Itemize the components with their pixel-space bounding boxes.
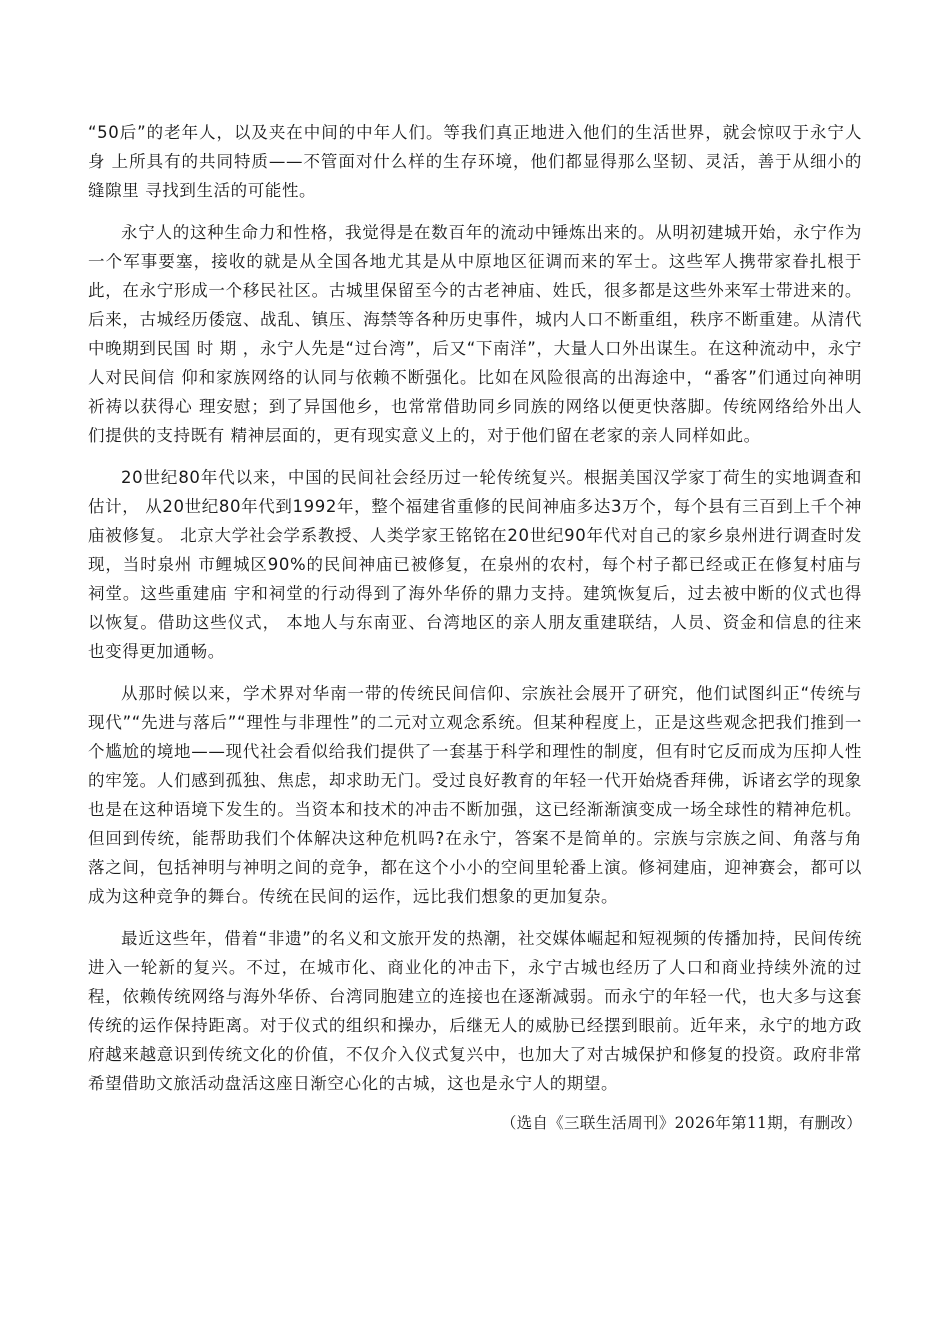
paragraph-2: 永宁人的这种生命力和性格，我觉得是在数百年的流动中锤炼出来的。从明初建城开始，永宁作为一个军事要塞，接收的就是从全国各地尤其是从中原地区征调而来的军士。这些军人携带家眷扎根于此，在永宁形成一个移民社区。古城里保留至今的古老神庙、姓氏，很多都是这些外来军士带进来的。后来，古城经历倭寇、战乱、镇压、海禁等各种历史事件，城内人口不断重组，秩序不断重建。从清代中晚期到民国 时 期 ，永宁人先是“过台湾”，后又“下南洋”，大量人口外出谋生。在这种流动中，永宁人对民间信 仰和家族网络的认同与依赖不断强化。比如在风险很高的出海途中，“番客”们通过向神明祈祷以获得心 理安慰；到了异国他乡，也常常借助同乡同族的网络以便更快落脚。传统网络给外出人们提供的支持既有 精神层面的，更有现实意义上的，对于他们留在老家的亲人同样如此。 bbox=[88, 223, 862, 445]
article-body bbox=[88, 118, 862, 1135]
paragraph-3: 20世纪80年代以来，中国的民间社会经历过一轮传统复兴。根据美国汉学家丁荷生的实地调查和估计， 从20世纪80年代到1992年，整个福建省重修的民间神庙多达3万个，每个县有三百到上千个神庙被修复。 北京大学社会学系教授、人类学家王铭铭在20世纪90年代对自己的家乡泉州进行调查时发现，当时泉州 市鲤城区90%的民间神庙已被修复，在泉州的农村，每个村子都已经或正在修复村庙与祠堂。这些重建庙 宇和祠堂的行动得到了海外华侨的鼎力支持。建筑恢复后，过去被中断的仪式也得以恢复。借助这些仪式， 本地人与东南亚、台湾地区的亲人朋友重建联结，人员、资金和信息的往来也变得更加通畅。 bbox=[88, 468, 862, 661]
paragraph-5: 最近这些年，借着“非遗”的名义和文旅开发的热潮，社交媒体崛起和短视频的传播加持，民间传统进入一轮新的复兴。不过，在城市化、商业化的冲击下，永宁古城也经历了人口和商业持续外流的过程，依赖传统网络与海外华侨、台湾同胞建立的连接也在逐渐减弱。而永宁的年轻一代，也大多与这套传统的运作保持距离。对于仪式的组织和操办，后继无人的威胁已经摆到眼前。近年来，永宁的地方政府越来越意识到传统文化的价值，不仅介入仪式复兴中，也加大了对古城保护和修复的投资。政府非常希望借助文旅活动盘活这座日渐空心化的古城，这也是永宁人的期望。 bbox=[88, 929, 862, 1093]
source-citation: （选自《三联生活周刊》2026年第11期，有删改） bbox=[500, 1114, 862, 1132]
paragraph-4: 从那时候以来，学术界对华南一带的传统民间信仰、宗族社会展开了研究，他们试图纠正“传统与现代”“先进与落后”“理性与非理性”的二元对立观念系统。但某种程度上，正是这些观念把我们推到一个尴尬的境地——现代社会看似给我们提供了一套基于科学和理性的制度，但有时它反而成为压抑人性的牢笼。人们感到孤独、焦虑，却求助无门。受过良好教育的年轻一代开始烧香拜佛，诉诸玄学的现象也是在这种语境下发生的。当资本和技术的冲击不断加强，这已经渐渐演变成一场全球性的精神危机。但回到传统，能帮助我们个体解决这种危机吗?在永宁，答案不是简单的。宗族与宗族之间、角落与角落之间，包括神明与神明之间的竞争，都在这个小小的空间里轮番上演。修祠建庙，迎神赛会，都可以成为这种竞争的舞台。传统在民间的运作，远比我们想象的更加复杂。 bbox=[88, 684, 862, 906]
paragraph-1: “50后”的老年人，以及夹在中间的中年人们。等我们真正地进入他们的生活世界，就会惊叹于永宁人身 上所具有的共同特质——不管面对什么样的生存环境，他们都显得那么坚韧、灵活，善于从细小的缝隙里 寻找到生活的可能性。 bbox=[88, 123, 862, 200]
